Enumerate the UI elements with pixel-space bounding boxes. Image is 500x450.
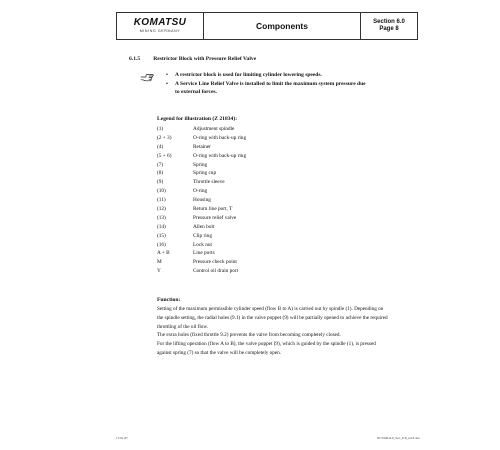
legend-label: Lock nut [193,241,212,248]
legend-key: (8) [157,170,164,177]
page-header [116,12,418,40]
section-heading [129,56,256,62]
legend-key: (10) [157,188,166,195]
legend-list [157,125,246,276]
legend-key: (5 + 6) [157,152,172,159]
section-number: 6.1.5 [129,56,141,62]
legend-label: Adjustment spindle [193,126,235,132]
legend-row [157,187,246,196]
legend-key: (1) [157,126,164,132]
function-paragraph: The extra holes (fixed throttle 9.2) prevents the valve from becoming completely closed. [157,332,341,339]
legend-row [157,125,246,134]
legend-row [157,205,246,214]
footer-date: 17.01.07 [116,436,128,440]
note-bullets [166,71,371,97]
legend-row [157,267,246,276]
legend-title: Legend for illustration (Z 21834): [157,116,238,122]
legend-key: (16) [157,241,166,248]
page-label: Page 8 [379,26,399,32]
legend-key: (15) [157,232,166,239]
legend-label: Pressure check point [193,259,237,266]
legend-key: (9) [157,179,164,186]
legend-row [157,249,246,258]
header-section-info [361,13,417,39]
legend-key: (12) [157,206,166,213]
bullet-item: • A Service Line Relief Valve is installed to limit the maximum system pressure due to external forces. [166,80,371,97]
legend-label: Clip ring [193,232,212,239]
legend-row [157,196,246,205]
header-title: Components [204,13,361,39]
legend-label: Control oil drain port [193,268,239,275]
section-label: Section 6.0 [373,18,405,25]
legend-key: (4) [157,143,164,150]
legend-row [157,258,246,267]
legend-row [157,134,246,143]
function-body [157,305,389,358]
legend-key: Y [157,268,161,275]
logo-wordmark: KOMATSU [133,17,187,28]
bullet-item: • A restrictor block is used for limiting cylinder lowering speeds. [166,71,371,80]
legend-row [157,178,246,187]
logo-subtitle: MINING GERMANY [139,29,181,33]
footer-filename: PC5500-6.0_Sec_6-8_rev3.doc [377,436,420,440]
legend-label: O-ring with back-up ring [193,134,247,141]
legend-label: Return line port, T [193,206,233,213]
legend-key: (13) [157,214,166,221]
function-heading: Function: [157,297,181,303]
legend-label: Spring cup [193,170,217,177]
legend-row [157,161,246,170]
legend-key: (14) [157,223,166,230]
legend-label: Throttle sleeve [193,179,225,186]
legend-label: Housing [193,197,211,204]
legend-label: Retainer [193,143,211,150]
legend-row [157,232,246,241]
legend-row [157,214,246,223]
legend-label: Allen bolt [193,223,215,230]
legend-label: O-ring with back-up ring [193,152,247,159]
legend-label: Pressure relief valve [193,214,237,221]
legend-key: (7) [157,161,164,168]
legend-row [157,169,246,178]
komatsu-logo [117,13,204,39]
legend-label: O-ring [193,188,208,195]
legend-row [157,223,246,232]
section-title: Restrictor Block with Pressure Relief Valve [153,56,257,62]
legend-key: (2 + 3) [157,134,172,141]
legend-row [157,241,246,250]
legend-row [157,152,246,161]
legend-row [157,143,246,152]
function-paragraph: For the lifting operation (flow A to B), the valve poppet (9), which is guided by the spindle (1), is pressed against spring (7) so that the valve will be completely open. [157,341,376,356]
legend-key: M [157,259,162,266]
legend-key: A + B [157,250,170,257]
function-paragraph: Setting of the maximum permissible cylinder speed (flow B to A) is carried out by spindle (1). Depending on the spindle setting, the radial holes (9.1) in the valve poppet (9) will be partially opened to achieve the required throttling of the oil flow. [157,306,388,330]
legend-label: Line ports [193,250,215,257]
legend-key: (11) [157,197,166,204]
legend-label: Spring [193,161,208,168]
pointing-hand-icon [140,73,154,83]
